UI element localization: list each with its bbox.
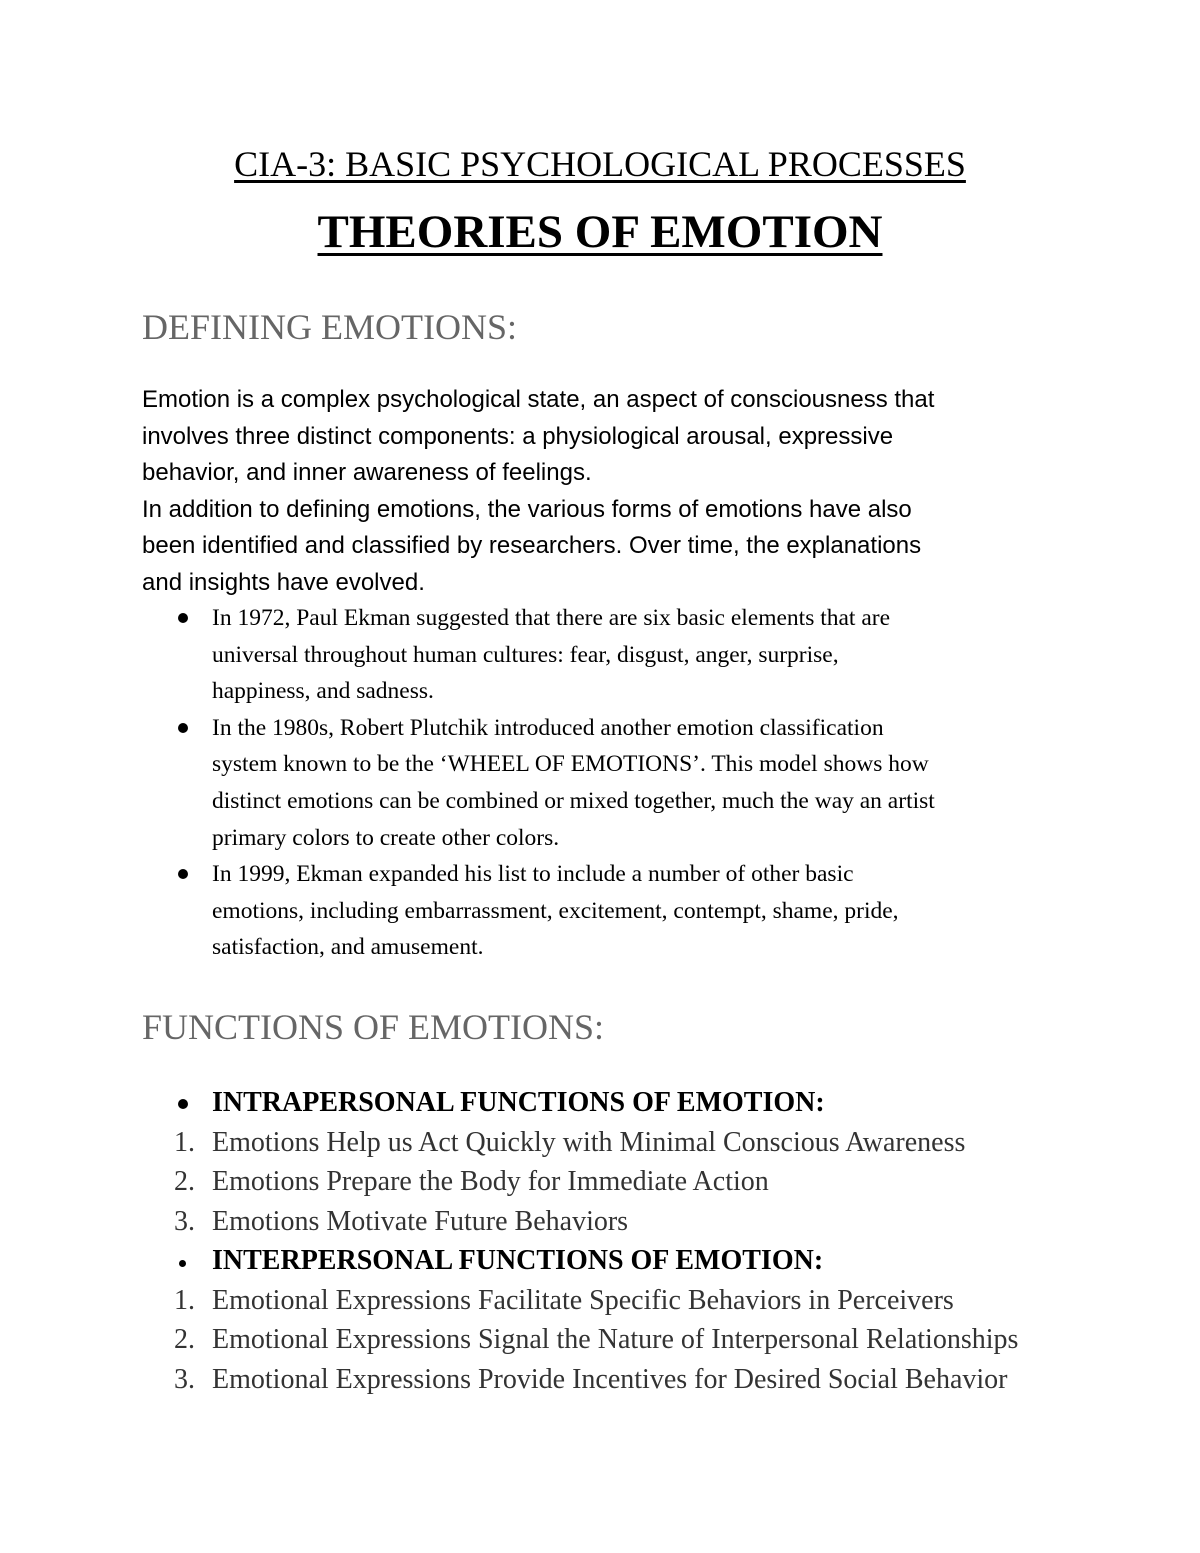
list-item (142, 1202, 1142, 1242)
item-text: Emotional Expressions Provide Incentives for Desired Social Behavior (212, 1363, 1008, 1395)
bullet-icon (178, 1099, 188, 1109)
paragraph-line: involves three distinct components: a physiological arousal, expressive (142, 422, 894, 450)
bullet-icon (178, 723, 188, 733)
item-number: 3. (174, 1205, 195, 1237)
bullet-line: In 1972, Paul Ekman suggested that there are six basic elements that are (212, 605, 891, 631)
defining-bullet-list (142, 600, 1102, 966)
paragraph-line: behavior, and inner awareness of feelings. (142, 459, 592, 486)
paragraph-line: Emotion is a complex psychological state, an aspect of consciousness that (142, 386, 935, 413)
functions-heading: FUNCTIONS OF EMOTIONS: (142, 1007, 605, 1047)
paragraph-line: and insights have evolved. (142, 568, 425, 596)
bullet-line: distinct emotions can be combined or mixed together, much the way an artist (212, 787, 935, 814)
item-text: Emotions Help us Act Quickly with Minimal Conscious Awareness (212, 1126, 966, 1158)
item-number: 3. (174, 1363, 195, 1395)
interpersonal-label: INTERPERSONAL FUNCTIONS OF EMOTION: (212, 1245, 824, 1276)
bullet-line: In the 1980s, Robert Plutchik introduced another emotion classification (212, 714, 884, 741)
bullet-line: satisfaction, and amusement. (212, 934, 484, 961)
item-text: Emotional Expressions Signal the Nature of Interpersonal Relationships (212, 1324, 1019, 1355)
item-number: 2. (174, 1324, 195, 1355)
interpersonal-heading (142, 1241, 1142, 1281)
intrapersonal-heading (142, 1083, 1142, 1123)
bullet-line: system known to be the ‘WHEEL OF EMOTIONS’. This model shows how (212, 751, 929, 778)
bullet-line: happiness, and sadness. (212, 678, 434, 705)
bullet-line: In 1999, Ekman expanded his list to include a number of other basic (212, 861, 854, 888)
defining-emotions-heading: DEFINING EMOTIONS: (142, 307, 517, 347)
bullet-line: emotions, including embarrassment, excitement, contempt, shame, pride, (212, 897, 899, 924)
item-text: Emotions Motivate Future Behaviors (212, 1205, 629, 1237)
functions-list (142, 1083, 1142, 1399)
item-text: Emotional Expressions Facilitate Specific Behaviors in Perceivers (212, 1284, 954, 1316)
item-number: 2. (174, 1166, 195, 1197)
list-item (142, 710, 1102, 856)
item-text: Emotions Prepare the Body for Immediate Action (212, 1166, 769, 1197)
document-subtitle: THEORIES OF EMOTION (317, 206, 883, 258)
bullet-icon (178, 869, 188, 879)
list-item (142, 1360, 1142, 1400)
paragraph-line: been identified and classified by researchers. Over time, the explanations (142, 532, 922, 559)
bullet-line: universal throughout human cultures: fear, disgust, anger, surprise, (212, 641, 839, 668)
document-title: CIA-3: BASIC PSYCHOLOGICAL PROCESSES (234, 144, 966, 184)
bullet-line: primary colors to create other colors. (212, 824, 560, 851)
intrapersonal-label: INTRAPERSONAL FUNCTIONS OF EMOTION: (212, 1087, 825, 1118)
item-number: 1. (174, 1126, 195, 1158)
paragraph-line: In addition to defining emotions, the various forms of emotions have also (142, 495, 912, 523)
defining-paragraph (142, 382, 1072, 601)
list-item (142, 856, 1102, 966)
bullet-icon (178, 613, 188, 623)
list-item (142, 1281, 1142, 1321)
list-item (142, 1320, 1142, 1360)
list-item (142, 1123, 1142, 1163)
list-item (142, 600, 1102, 710)
item-number: 1. (174, 1284, 195, 1316)
list-item (142, 1162, 1142, 1202)
bullet-icon (179, 1260, 186, 1267)
